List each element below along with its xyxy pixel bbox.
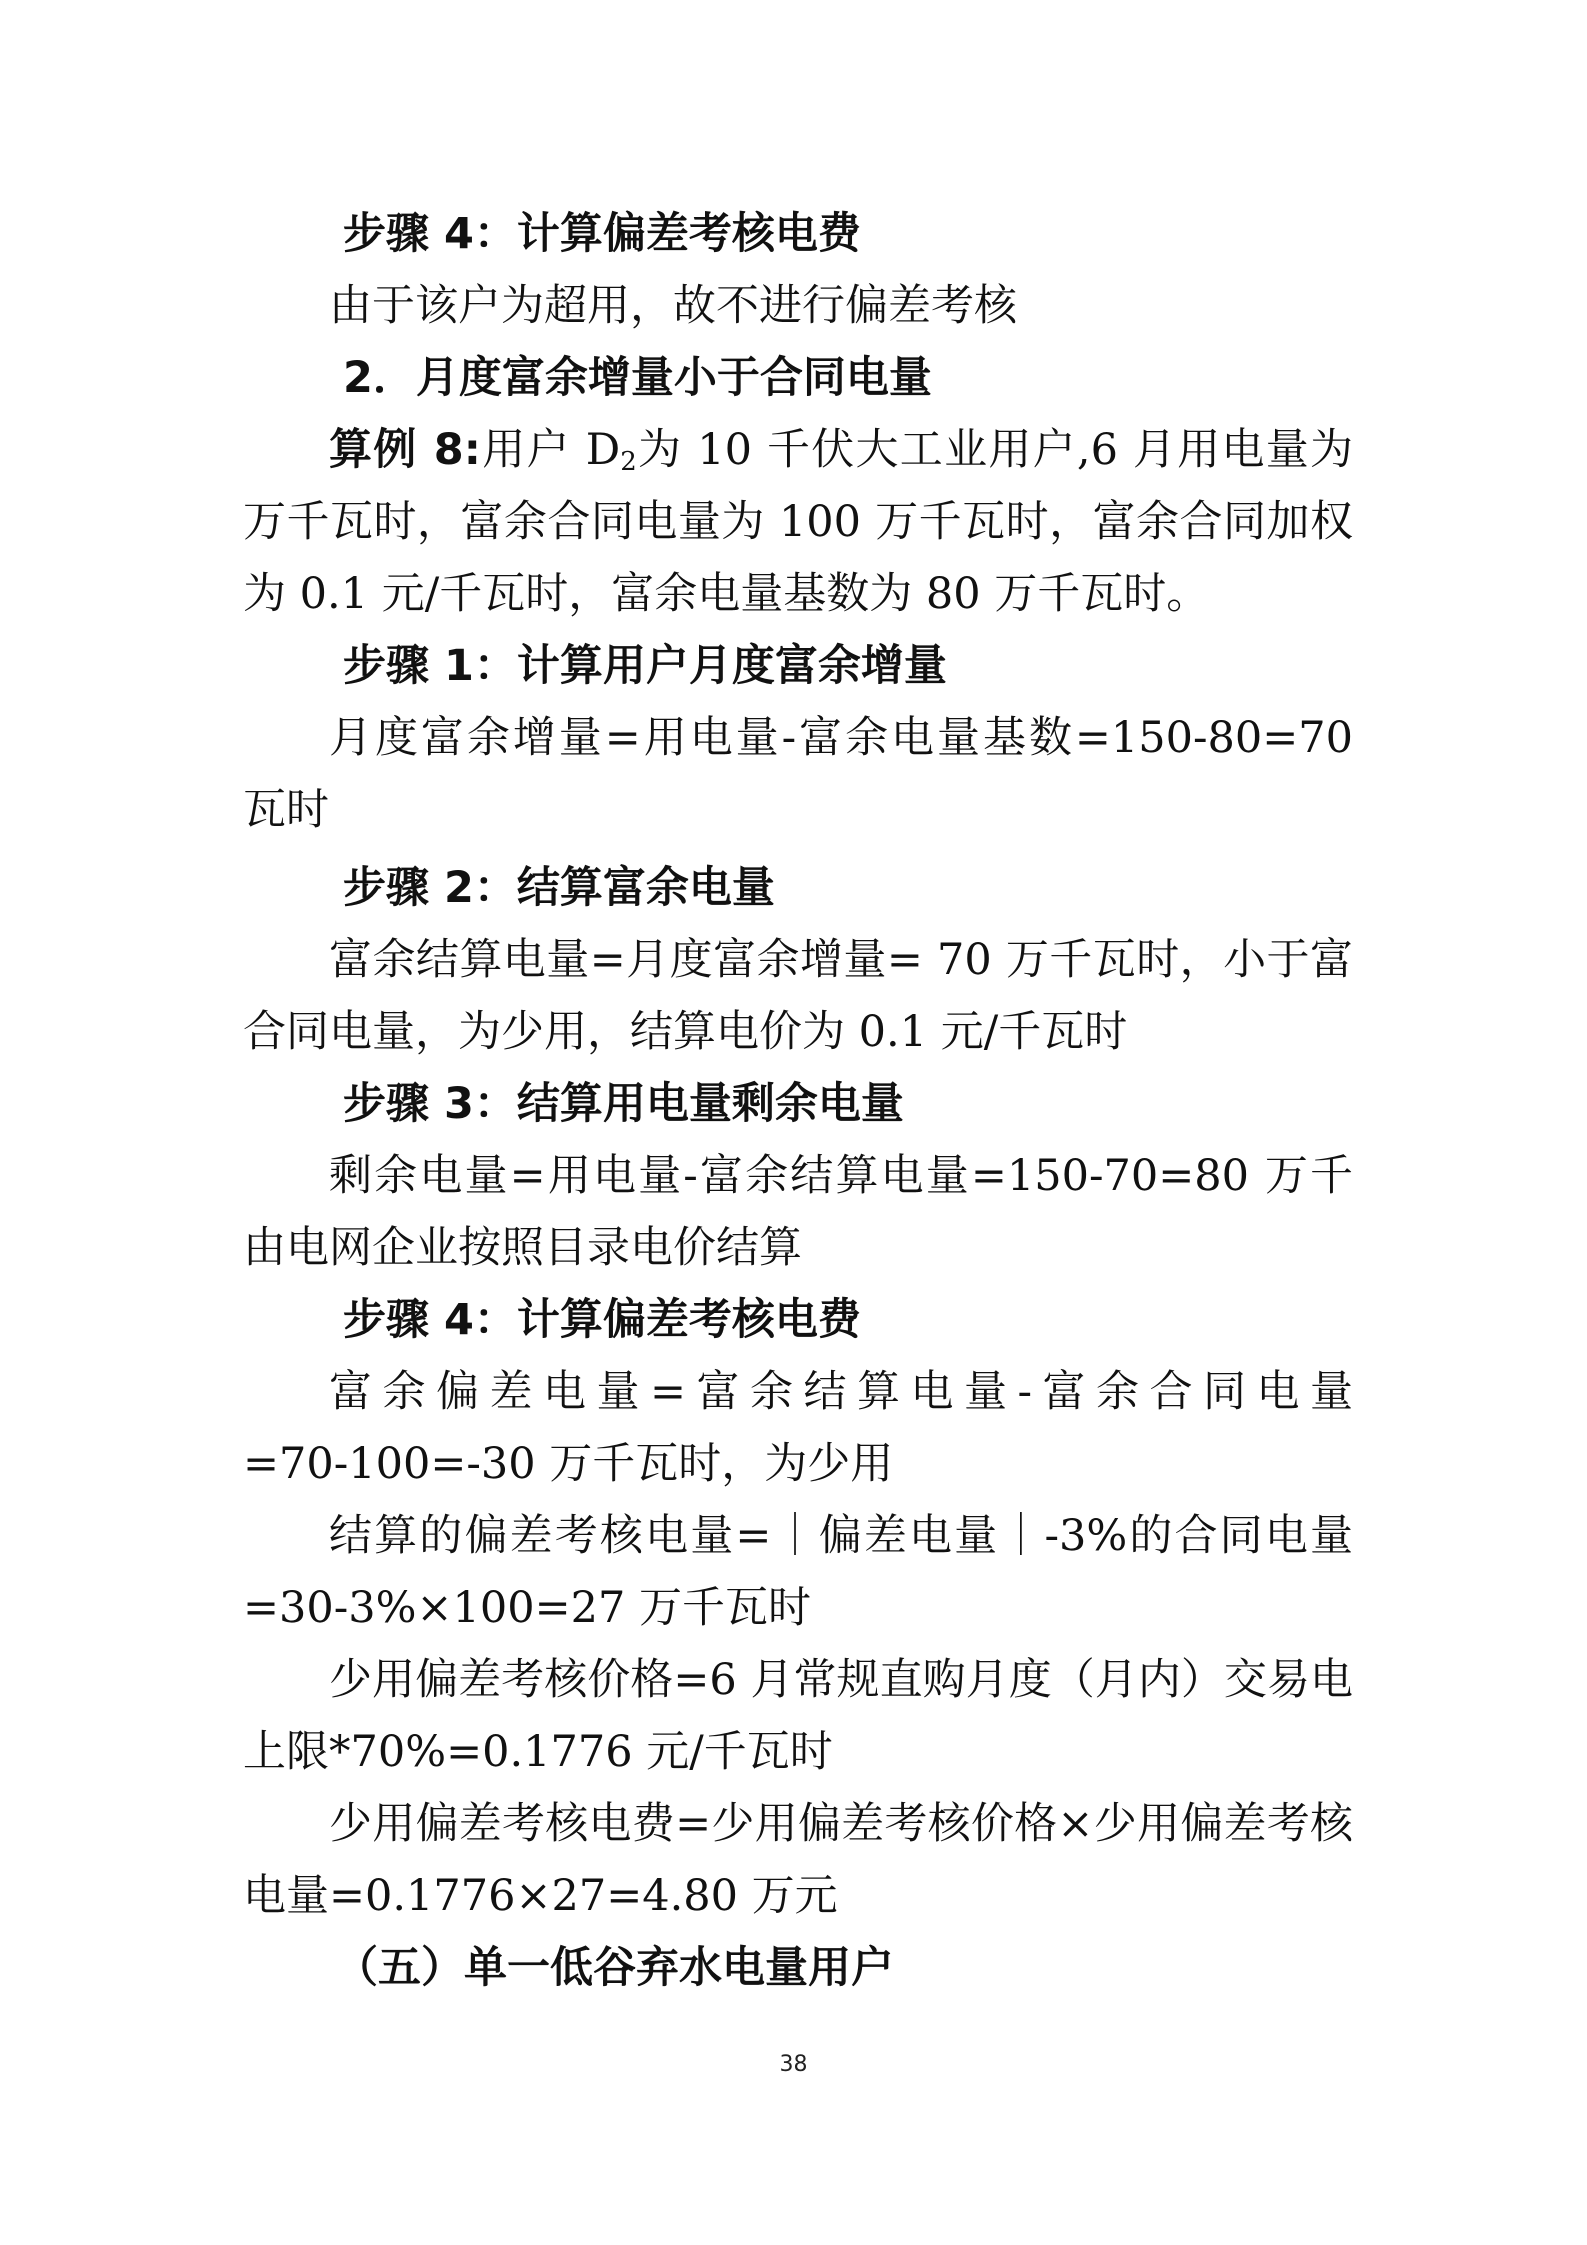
subscript: 2	[620, 447, 637, 477]
paragraph-line: 富余结算电量=月度富余增量= 70 万千瓦时，小于富	[329, 935, 1353, 985]
paragraph-line: 万千瓦时，富余合同电量为 100 万千瓦时，富余合同加权	[243, 497, 1353, 547]
step-4-heading: 步骤 4：计算偏差考核电费	[343, 1295, 861, 1345]
example-text-b: 为 10 千伏大工业用户,6 月用电量为	[636, 425, 1353, 475]
paragraph-line: =30-3%×100=27 万千瓦时	[243, 1583, 812, 1633]
step-3-heading: 步骤 3：结算用电量剩余电量	[343, 1079, 904, 1129]
paragraph-line: 瓦时	[243, 785, 329, 835]
example-8-line	[329, 414, 1353, 486]
step-2-heading: 步骤 2：结算富余电量	[343, 863, 775, 913]
step-4-heading: 步骤 4：计算偏差考核电费	[343, 209, 861, 259]
step-1-heading: 步骤 1：计算用户月度富余增量	[343, 641, 947, 691]
paragraph-line: 由电网企业按照目录电价结算	[243, 1223, 802, 1273]
page-number: 38	[779, 2052, 808, 2077]
paragraph-line: 由于该户为超用，故不进行偏差考核	[329, 281, 1017, 331]
paragraph-line: 电量=0.1776×27=4.80 万元	[243, 1871, 838, 1921]
paragraph-line: 富余偏差电量=富余结算电量-富余合同电量	[329, 1367, 1353, 1417]
paragraph-line: 剩余电量=用电量-富余结算电量=150-70=80 万千	[329, 1151, 1353, 1201]
subsection-heading: （五）单一低谷弃水电量用户	[335, 1943, 894, 1993]
section-heading: 2．月度富余增量小于合同电量	[343, 353, 932, 403]
paragraph-line: =70-100=-30 万千瓦时，为少用	[243, 1439, 894, 1489]
example-label: 算例 8:	[329, 425, 481, 475]
paragraph-line: 少用偏差考核价格=6 月常规直购月度（月内）交易电	[329, 1655, 1353, 1705]
paragraph-line: 上限*70%=0.1776 元/千瓦时	[243, 1727, 833, 1777]
paragraph-line: 为 0.1 元/千瓦时，富余电量基数为 80 万千瓦时。	[243, 569, 1210, 619]
paragraph-line: 合同电量，为少用，结算电价为 0.1 元/千瓦时	[243, 1007, 1128, 1057]
paragraph-line: 月度富余增量=用电量-富余电量基数=150-80=70	[329, 713, 1353, 763]
paragraph-line: 结算的偏差考核电量=｜偏差电量｜-3%的合同电量	[329, 1511, 1353, 1561]
example-text-a: 用户 D	[480, 425, 621, 475]
paragraph-line: 少用偏差考核电费=少用偏差考核价格×少用偏差考核	[329, 1799, 1353, 1849]
